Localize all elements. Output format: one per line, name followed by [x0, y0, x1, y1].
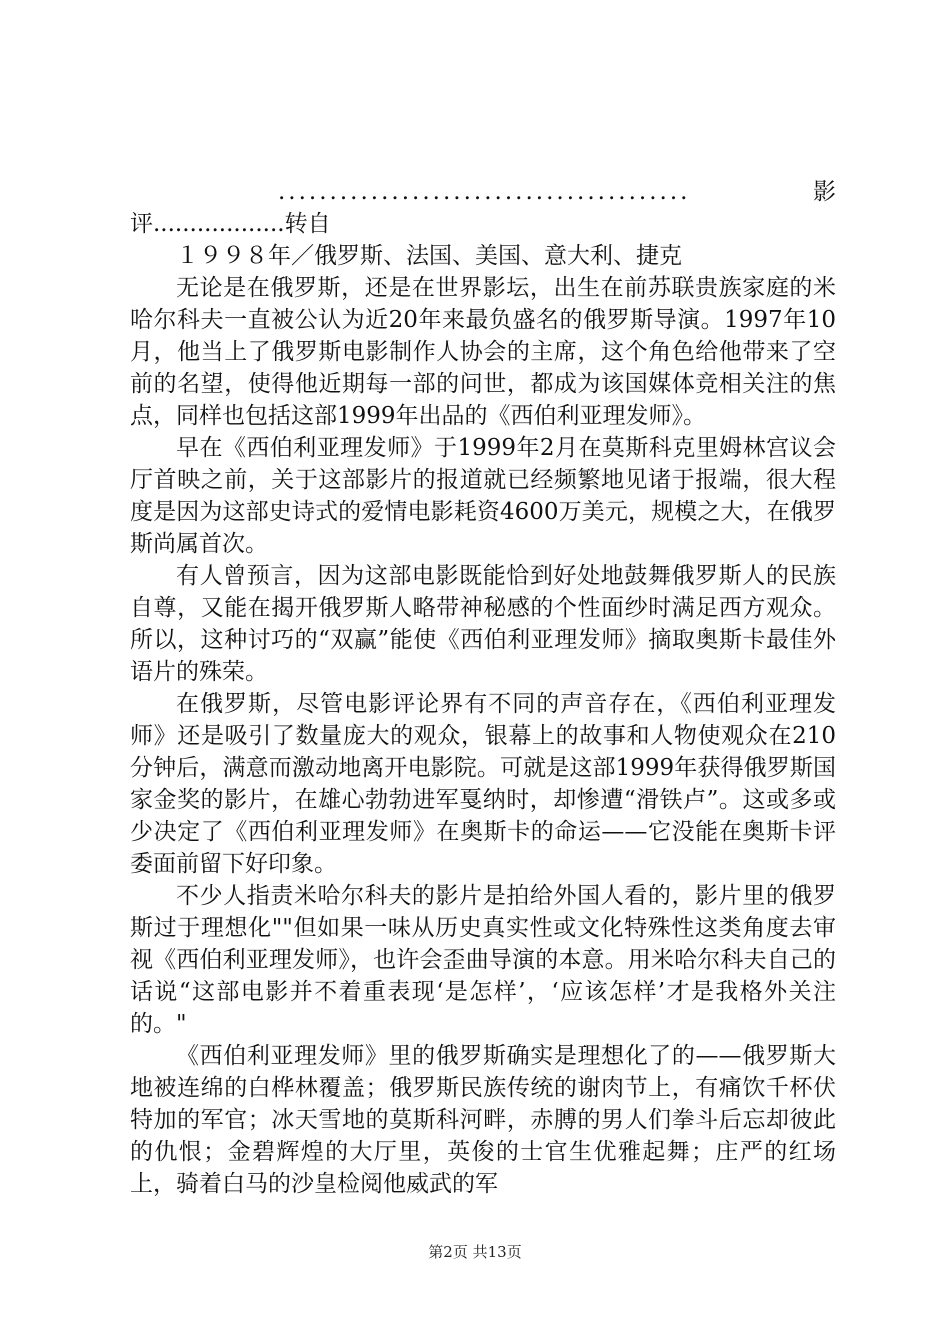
- paragraph: 在俄罗斯，尽管电影评论界有不同的声音存在，《西伯利亚理发师》还是吸引了数量庞大的观众，银幕上的故事和人物使观众在210分钟后，满意而激动地离开电影院。可就是这部1999年获得俄罗斯国家金奖的影片，在雄心勃勃进军戛纳时，却惨遭“滑铁卢”。这或多或少决定了《西伯利亚理发师》在奥斯卡的命运——它没能在奥斯卡评委面前留下好印象。: [130, 691, 836, 877]
- header-word: 影: [813, 179, 836, 205]
- paragraph: 不少人指责米哈尔科夫的影片是拍给外国人看的，影片里的俄罗斯过于理想化""但如果一味从历史真实性或文化特殊性这类角度去审视《西伯利亚理发师》，也许会歪曲导演的本意。用米哈尔科夫自己的话说“这部电影并不着重表现‘是怎样’，‘应该怎样’才是我格外关注的。": [130, 883, 836, 1037]
- leader-dots: ........................................: [278, 179, 691, 205]
- leader-dots-line: [130, 176, 836, 208]
- film-info-line: １９９８年／俄罗斯、法国、美国、意大利、捷克: [176, 243, 682, 269]
- page-number-footer: 第2页 共13页: [428, 1243, 522, 1261]
- header-line-2: 评..................转自: [130, 211, 331, 237]
- paragraph: 早在《西伯利亚理发师》于1999年2月在莫斯科克里姆林宫议会厅首映之前，关于这部影片的报道就已经频繁地见诸于报端，很大程度是因为这部史诗式的爱情电影耗资4600万美元，规模之大，在俄罗斯尚属首次。: [130, 435, 836, 557]
- article-body: [130, 176, 836, 1200]
- paragraph: 有人曾预言，因为这部电影既能恰到好处地鼓舞俄罗斯人的民族自尊，又能在揭开俄罗斯人略带神秘感的个性面纱时满足西方观众。所以，这种讨巧的“双赢”能使《西伯利亚理发师》摘取奥斯卡最佳外语片的殊荣。: [130, 563, 836, 685]
- paragraph: 《西伯利亚理发师》里的俄罗斯确实是理想化了的——俄罗斯大地被连绵的白桦林覆盖；俄罗斯民族传统的谢肉节上，有痛饮千杯伏特加的军官；冰天雪地的莫斯科河畔，赤膊的男人们拳斗后忘却彼此的仇恨；金碧辉煌的大厅里，英俊的士官生优雅起舞；庄严的红场上，骑着白马的沙皇检阅他威武的军: [130, 1043, 836, 1197]
- paragraph: 无论是在俄罗斯，还是在世界影坛，出生在前苏联贵族家庭的米哈尔科夫一直被公认为近20年来最负盛名的俄罗斯导演。1997年10月，他当上了俄罗斯电影制作人协会的主席，这个角色给他带来了空前的名望，使得他近期每一部的问世，都成为该国媒体竞相关注的焦点，同样也包括这部1999年出品的《西伯利亚理发师》。: [130, 275, 836, 429]
